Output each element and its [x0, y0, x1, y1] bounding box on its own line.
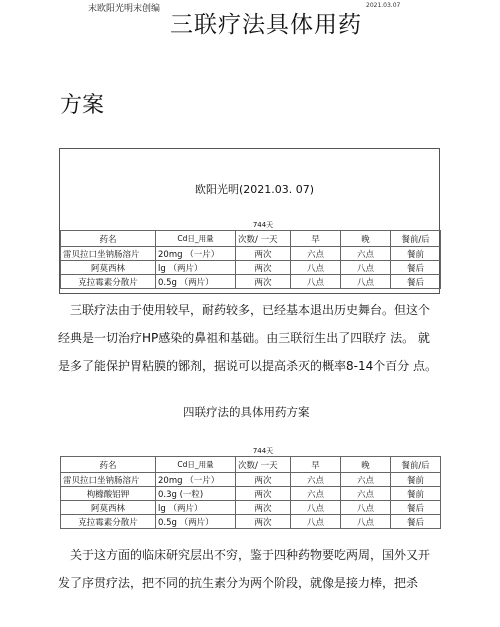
cell-dose: 20mg （一片） — [156, 473, 236, 487]
four-drug-subtitle: 四联疗法的具体用药方案 — [183, 405, 310, 419]
cell-dose: lg （两片） — [156, 501, 236, 515]
col-meal-timing: 餐前/后 — [391, 231, 441, 247]
table-header-row — [61, 231, 441, 247]
cell-dose: 20mg （一片） — [156, 247, 236, 261]
document-title: 三联疗法具体用药 — [170, 12, 362, 38]
author-line: 欧阳光明(2021.03. 07) — [195, 183, 315, 196]
cell-evening: 八点 — [341, 275, 391, 289]
page-header-date: 2021.03.07 — [366, 2, 401, 9]
cell-times: 两次 — [236, 261, 291, 275]
cell-evening: 八点 — [341, 501, 391, 515]
cell-morning: 八点 — [291, 515, 341, 529]
col-dose: Cd日_用量 — [156, 231, 236, 247]
paragraph-three-drug — [58, 296, 448, 380]
four-drug-regimen-table — [60, 446, 441, 529]
cell-times: 两次 — [236, 501, 291, 515]
cell-morning: 六点 — [291, 487, 341, 501]
cell-evening: 六点 — [341, 247, 391, 261]
cell-times: 两次 — [236, 473, 291, 487]
cell-evening: 六点 — [341, 473, 391, 487]
col-morning: 早 — [291, 231, 341, 247]
table-row — [61, 501, 441, 515]
cell-times: 两次 — [236, 275, 291, 289]
cell-drug: 克拉霉素分散片 — [61, 275, 156, 289]
cell-dose: 0.5g （两片） — [156, 275, 236, 289]
table-row — [61, 487, 441, 501]
cell-evening: 八点 — [341, 515, 391, 529]
cell-morning: 六点 — [291, 473, 341, 487]
cell-drug: 克拉霉素分散片 — [61, 515, 156, 529]
paragraph-line: 关于这方面的临床研究层出不穷，鉴于四种药物要吃两周，国外又开 — [70, 548, 431, 562]
paragraph-line: 发了序贯疗法，把不同的抗生素分为两个阶段，就像是接力棒，把杀 — [58, 576, 419, 590]
cell-meal: 餐后 — [391, 275, 441, 289]
col-evening: 晚 — [341, 457, 391, 473]
cell-drug: 枸橼酸铝钾 — [61, 487, 156, 501]
cell-morning: 八点 — [291, 261, 341, 275]
cell-meal: 餐前 — [391, 247, 441, 261]
cell-evening: 六点 — [341, 487, 391, 501]
col-times-per-day: 次数/ 一天 — [236, 231, 291, 247]
col-dose: Cd日_用量 — [156, 457, 236, 473]
table-row — [61, 473, 441, 487]
paragraph-line: 三联疗法由于使用较早，耐药较多，已经基本退出历史舞台。但这个 — [70, 303, 431, 317]
table-row — [61, 515, 441, 529]
cell-times: 两次 — [236, 487, 291, 501]
days-label: 744天 — [252, 221, 274, 229]
cell-drug: 雷贝拉口坐钠肠溶片 — [61, 247, 156, 261]
col-meal-timing: 餐前/后 — [391, 457, 441, 473]
three-drug-regimen-table — [60, 220, 441, 289]
page-header-left: 末欧阳光明末创编 — [88, 4, 161, 14]
col-times-per-day: 次数/ 一天 — [236, 457, 291, 473]
cell-dose: lg （两片） — [156, 261, 236, 275]
paragraph-sequential-therapy — [58, 541, 448, 597]
table-row — [61, 261, 441, 275]
paragraph-line: 经典是一切治疗HP感染的鼻祖和基础。由三联衍生出了四联疗 法。 就 — [58, 331, 430, 345]
cell-drug: 雷贝拉口坐钠肠溶片 — [61, 473, 156, 487]
cell-morning: 八点 — [291, 501, 341, 515]
cell-drug: 阿莫西林 — [61, 501, 156, 515]
section-title: 方案 — [60, 93, 105, 118]
cell-drug: 阿莫西林 — [61, 261, 156, 275]
cell-meal: 餐后 — [391, 501, 441, 515]
cell-morning: 六点 — [291, 247, 341, 261]
table-row — [61, 275, 441, 289]
cell-meal: 餐前 — [391, 473, 441, 487]
paragraph-line: 是多了能保护胃粘膜的铘剂，据说可以提高杀灭的概率8-14个百分 点。 — [58, 359, 438, 373]
col-evening: 晚 — [341, 231, 391, 247]
cell-times: 两次 — [236, 515, 291, 529]
table-header-row — [61, 457, 441, 473]
cell-meal: 餐后 — [391, 515, 441, 529]
cell-times: 两次 — [236, 247, 291, 261]
days-label: 744天 — [252, 447, 274, 455]
col-drug-name: 药名 — [61, 457, 156, 473]
cell-meal: 餐前 — [391, 487, 441, 501]
cell-morning: 八点 — [291, 275, 341, 289]
col-morning: 早 — [291, 457, 341, 473]
col-drug-name: 药名 — [61, 231, 156, 247]
cell-meal: 餐后 — [391, 261, 441, 275]
cell-dose: 0.3g (一粒) — [156, 487, 236, 501]
table-row — [61, 247, 441, 261]
cell-dose: 0.5g （两片） — [156, 515, 236, 529]
cell-evening: 八点 — [341, 261, 391, 275]
